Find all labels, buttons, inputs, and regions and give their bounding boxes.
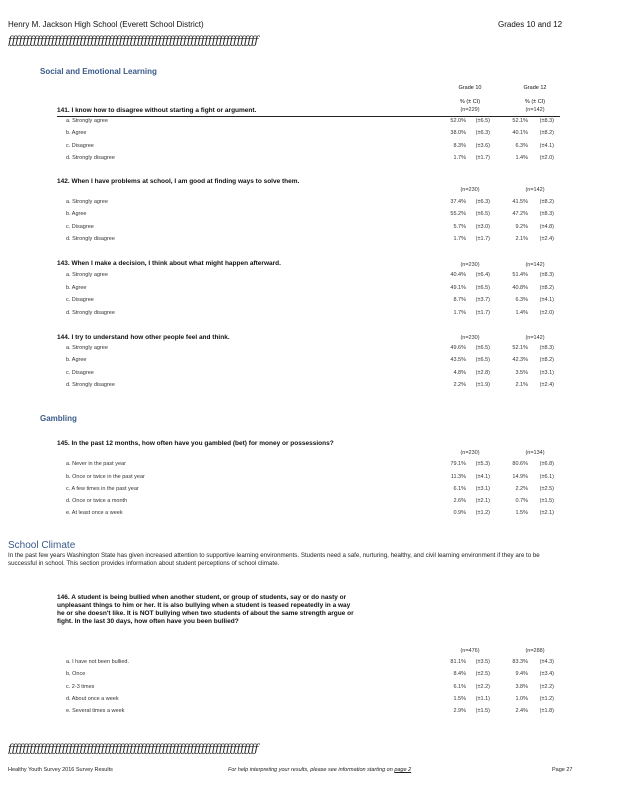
- grade12-value: 9.4%: [515, 671, 528, 677]
- grade10-value: 2.6%: [453, 498, 466, 504]
- grade10-value: 81.1%: [450, 659, 466, 665]
- grade10-value: 8.4%: [453, 671, 466, 677]
- option-label: d. Strongly disagree: [66, 310, 115, 316]
- grade10-value: 38.0%: [450, 130, 466, 136]
- option-label: c. Disagree: [66, 224, 94, 230]
- option-label: b. Agree: [66, 357, 87, 363]
- grade12-ci: (±8.3): [539, 118, 554, 124]
- grade12-value: 1.4%: [515, 155, 528, 161]
- grade12-value: 6.3%: [515, 297, 528, 303]
- grade12-value: 47.2%: [512, 211, 528, 217]
- grade12-ci: (±1.5): [539, 498, 554, 504]
- question-142-title: 142. When I have problems at school, I am good at finding ways to solve them.: [57, 178, 300, 185]
- grade12-ci: (±4.1): [539, 143, 554, 149]
- grade10-value: 8.7%: [453, 297, 466, 303]
- grade10-ci: (±5.3): [475, 461, 490, 467]
- grade10-value: 49.6%: [450, 345, 466, 351]
- option-label: b. Agree: [66, 211, 87, 217]
- grade10-ci: (±6.3): [475, 199, 490, 205]
- footer-survey-title: Healthy Youth Survey 2016 Survey Results: [8, 767, 113, 773]
- option-label: a. Strongly agree: [66, 199, 108, 205]
- section-title-gambling: Gambling: [40, 414, 77, 423]
- top-decorative-rule: ƒƒƒƒƒƒƒƒƒƒƒƒƒƒƒƒƒƒƒƒƒƒƒƒƒƒƒƒƒƒƒƒƒƒƒƒƒƒƒƒƒƒƒƒƒƒƒƒƒƒƒƒƒƒƒƒƒƒƒƒƒƒƒƒƒƒƒƒƒƒ: [8, 34, 258, 47]
- grade10-value: 1.7%: [453, 236, 466, 242]
- grade12-value: 2.1%: [515, 382, 528, 388]
- question-144-n12: (n=142): [525, 335, 545, 341]
- question-145-title: 145. In the past 12 months, how often have you gambled (bet) for money or possessions?: [57, 440, 334, 447]
- grade10-ci: (±6.5): [475, 211, 490, 217]
- grade10-value: 8.3%: [453, 143, 466, 149]
- grade10-ci: (±1.9): [475, 382, 490, 388]
- grade10-value: 1.7%: [453, 310, 466, 316]
- grade10-value: 1.5%: [453, 696, 466, 702]
- question-146-title: 146. A student is being bullied when another student, or group of students, say or do nasty or unpleasant things to him or her. It is also bullying when a student is teased repeatedly in a way he or she doesn't like. It is NOT bullying when two students of about the same strength argue or fight. In the last 30 days, how often have you been bullied?: [57, 594, 354, 625]
- grade10-ci: (±1.5): [475, 708, 490, 714]
- grade10-ci: (±6.5): [475, 357, 490, 363]
- grade10-value: 5.7%: [453, 224, 466, 230]
- grade12-ci: (±8.2): [539, 130, 554, 136]
- grade12-ci: (±4.3): [539, 659, 554, 665]
- page-2-link[interactable]: page 2: [394, 767, 412, 773]
- grade12-ci: (±2.4): [539, 382, 554, 388]
- question-141-title: 141. I know how to disagree without starting a fight or argument.: [57, 107, 257, 114]
- question-141-n10: (n=229): [460, 107, 480, 113]
- grade12-ci: (±2.2): [539, 684, 554, 690]
- grade12-value: 0.7%: [515, 498, 528, 504]
- grade10-value: 79.1%: [450, 461, 466, 467]
- question-143-n10: (n=230): [460, 262, 480, 268]
- option-label: c. A few times in the past year: [66, 486, 139, 492]
- question-143-title: 143. When I make a decision, I think about what might happen afterward.: [57, 260, 281, 267]
- school-name: Henry M. Jackson High School (Everett School District): [8, 20, 204, 29]
- grades-label: Grades 10 and 12: [498, 20, 563, 29]
- grade10-value: 0.9%: [453, 510, 466, 516]
- grade10-ci: (±6.5): [475, 345, 490, 351]
- grade12-value: 2.2%: [515, 486, 528, 492]
- grade12-value: 40.1%: [512, 130, 528, 136]
- section-title-social: Social and Emotional Learning: [40, 67, 157, 76]
- grade10-ci: (±2.8): [475, 370, 490, 376]
- grade12-ci: (±1.2): [539, 696, 554, 702]
- grade12-ci: (±2.4): [539, 236, 554, 242]
- question-144-n10: (n=230): [460, 335, 480, 341]
- question-145-n12: (n=134): [525, 450, 545, 456]
- grade12-ci: (±8.2): [539, 285, 554, 291]
- section-title-climate: School Climate: [8, 540, 76, 551]
- climate-intro-paragraph: In the past few years Washington State has given increased attention to supportive learning environments. Students need a safe, nurturing, healthy, and civil learning environment if they are to be successful in school. This section provides information about student perceptions of school climate.: [8, 552, 540, 567]
- grade12-ci: (±8.3): [539, 345, 554, 351]
- grade10-value: 1.7%: [453, 155, 466, 161]
- question-141-n12: (n=142): [525, 107, 545, 113]
- grade12-value: 3.8%: [515, 684, 528, 690]
- grade12-value: 52.1%: [512, 345, 528, 351]
- grade12-ci: (±8.3): [539, 272, 554, 278]
- grade12-value: 9.2%: [515, 224, 528, 230]
- bottom-decorative-rule: ƒƒƒƒƒƒƒƒƒƒƒƒƒƒƒƒƒƒƒƒƒƒƒƒƒƒƒƒƒƒƒƒƒƒƒƒƒƒƒƒƒƒƒƒƒƒƒƒƒƒƒƒƒƒƒƒƒƒƒƒƒƒƒƒƒƒƒƒƒƒ: [8, 742, 258, 755]
- grade10-ci: (±3.7): [475, 297, 490, 303]
- grade10-ci: (±1.7): [475, 155, 490, 161]
- grade12-ci: (±8.2): [539, 357, 554, 363]
- grade10-ci: (±3.6): [475, 143, 490, 149]
- grade12-value: 41.5%: [512, 199, 528, 205]
- option-label: d. Strongly disagree: [66, 155, 115, 161]
- grade10-ci: (±6.3): [475, 130, 490, 136]
- question-141-divider: [57, 116, 560, 117]
- grade10-value: 4.8%: [453, 370, 466, 376]
- option-label: a. Never in the past year: [66, 461, 126, 467]
- option-label: d. Strongly disagree: [66, 382, 115, 388]
- grade12-value: 1.5%: [515, 510, 528, 516]
- grade10-value: 52.0%: [450, 118, 466, 124]
- question-142-n10: (n=230): [460, 187, 480, 193]
- grade12-value: 6.3%: [515, 143, 528, 149]
- grade12-ci: (±2.5): [539, 486, 554, 492]
- grade10-ci: (±1.7): [475, 236, 490, 242]
- question-146-n10: (n=476): [460, 648, 480, 654]
- option-label: e. At least once a week: [66, 510, 123, 516]
- grade12-value: 80.6%: [512, 461, 528, 467]
- grade10-value: 2.9%: [453, 708, 466, 714]
- grade12-ci: (±2.0): [539, 310, 554, 316]
- col-header-pct12: % (± CI): [524, 99, 546, 105]
- grade10-ci: (±1.7): [475, 310, 490, 316]
- page-number: Page 27: [552, 767, 573, 773]
- option-label: c. Disagree: [66, 143, 94, 149]
- grade10-ci: (±3.0): [475, 224, 490, 230]
- grade12-value: 14.9%: [512, 474, 528, 480]
- col-header-pct10: % (± CI): [459, 99, 481, 105]
- grade10-ci: (±3.1): [475, 486, 490, 492]
- grade12-ci: (±6.8): [539, 461, 554, 467]
- grade10-value: 37.4%: [450, 199, 466, 205]
- grade10-value: 49.1%: [450, 285, 466, 291]
- option-label: b. Agree: [66, 130, 87, 136]
- grade10-ci: (±6.5): [475, 285, 490, 291]
- option-label: d. Once or twice a month: [66, 498, 128, 504]
- grade10-ci: (±2.5): [475, 671, 490, 677]
- grade12-ci: (±2.0): [539, 155, 554, 161]
- grade12-value: 52.1%: [512, 118, 528, 124]
- question-144-title: 144. I try to understand how other people feel and think.: [57, 334, 230, 341]
- grade12-value: 1.0%: [515, 696, 528, 702]
- grade10-ci: (±4.1): [475, 474, 490, 480]
- question-142-n12: (n=142): [525, 187, 545, 193]
- col-header-grade10: Grade 10: [458, 85, 482, 91]
- question-146-n12: (n=288): [525, 648, 545, 654]
- grade12-value: 3.5%: [515, 370, 528, 376]
- col-header-grade12: Grade 12: [523, 85, 547, 91]
- grade10-value: 2.2%: [453, 382, 466, 388]
- grade10-ci: (±6.4): [475, 272, 490, 278]
- grade10-value: 43.5%: [450, 357, 466, 363]
- grade12-ci: (±4.1): [539, 297, 554, 303]
- grade10-ci: (±2.1): [475, 498, 490, 504]
- grade10-ci: (±1.1): [475, 696, 490, 702]
- grade12-ci: (±8.2): [539, 199, 554, 205]
- question-143-n12: (n=142): [525, 262, 545, 268]
- grade12-value: 42.3%: [512, 357, 528, 363]
- question-145-n10: (n=230): [460, 450, 480, 456]
- grade10-value: 40.4%: [450, 272, 466, 278]
- grade10-ci: (±1.2): [475, 510, 490, 516]
- option-label: c. Disagree: [66, 297, 94, 303]
- grade12-ci: (±1.8): [539, 708, 554, 714]
- option-label: d. About once a week: [66, 696, 119, 702]
- grade12-ci: (±4.8): [539, 224, 554, 230]
- grade12-value: 1.4%: [515, 310, 528, 316]
- option-label: e. Several times a week: [66, 708, 125, 714]
- option-label: c. 2-3 times: [66, 684, 95, 690]
- grade12-ci: (±3.1): [539, 370, 554, 376]
- option-label: a. Strongly agree: [66, 118, 108, 124]
- grade10-ci: (±3.5): [475, 659, 490, 665]
- option-label: b. Agree: [66, 285, 87, 291]
- option-label: a. Strongly agree: [66, 272, 108, 278]
- footer-help-text: [228, 767, 411, 773]
- option-label: b. Once or twice in the past year: [66, 474, 145, 480]
- option-label: b. Once: [66, 671, 86, 677]
- option-label: a. Strongly agree: [66, 345, 108, 351]
- grade10-value: 55.2%: [450, 211, 466, 217]
- grade10-ci: (±2.2): [475, 684, 490, 690]
- grade10-value: 6.1%: [453, 486, 466, 492]
- grade12-value: 40.8%: [512, 285, 528, 291]
- grade12-value: 51.4%: [512, 272, 528, 278]
- grade10-value: 11.3%: [450, 474, 466, 480]
- grade10-value: 6.1%: [453, 684, 466, 690]
- option-label: a. I have not been bullied.: [66, 659, 129, 665]
- footer-help-label: For help interpreting your results, please see information starting on: [228, 767, 393, 773]
- grade12-value: 2.1%: [515, 236, 528, 242]
- grade12-value: 83.3%: [512, 659, 528, 665]
- option-label: c. Disagree: [66, 370, 94, 376]
- grade12-value: 2.4%: [515, 708, 528, 714]
- grade12-ci: (±2.1): [539, 510, 554, 516]
- option-label: d. Strongly disagree: [66, 236, 115, 242]
- grade12-ci: (±8.3): [539, 211, 554, 217]
- grade10-ci: (±6.5): [475, 118, 490, 124]
- grade12-ci: (±6.1): [539, 474, 554, 480]
- grade12-ci: (±3.4): [539, 671, 554, 677]
